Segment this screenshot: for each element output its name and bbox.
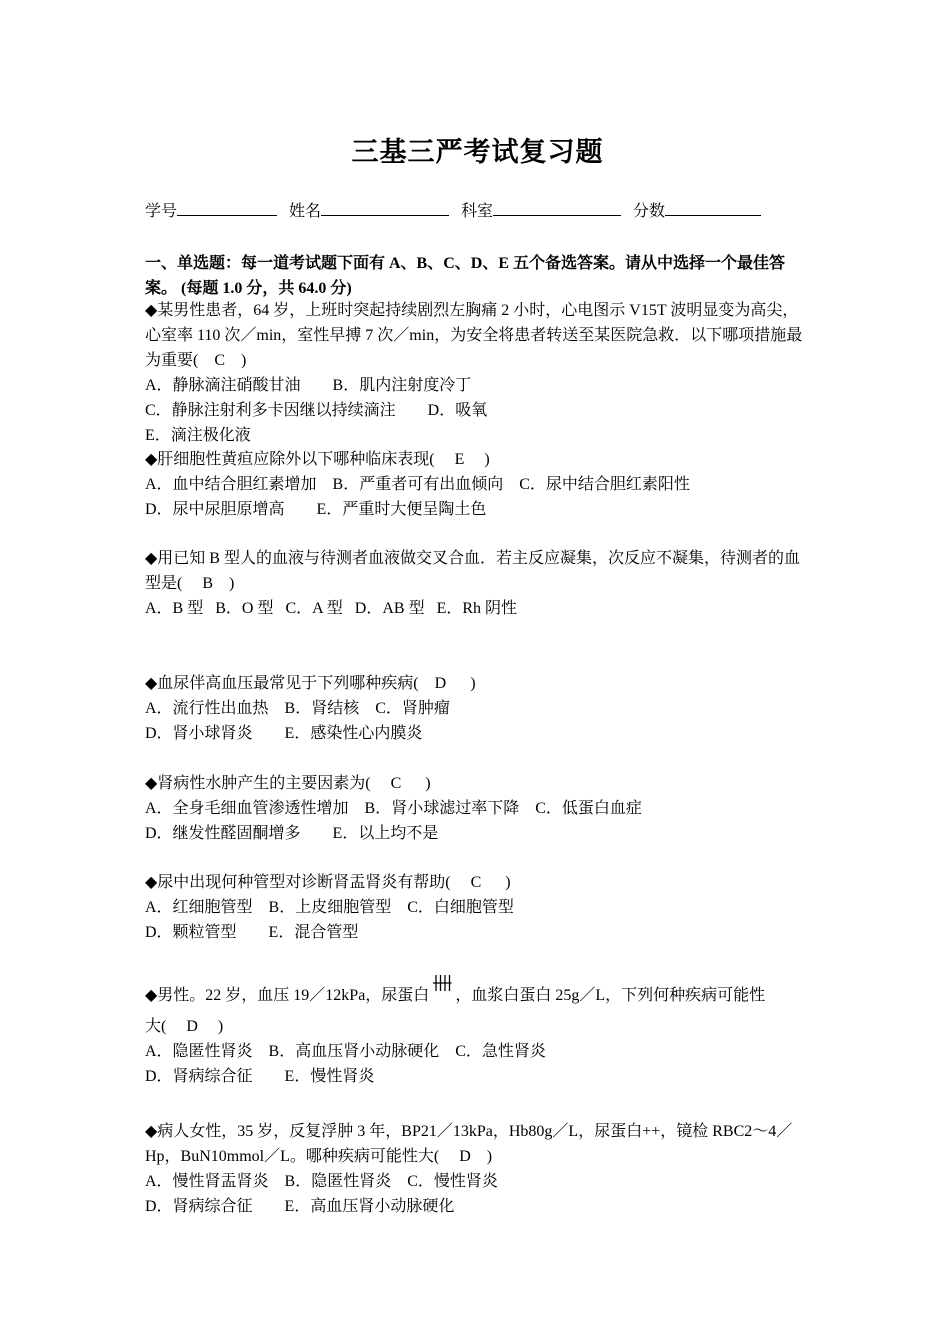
option-line: A．血中结合胆红素增加 B．严重者可有出血倾向 C．尿中结合胆红素阳性 — [145, 476, 690, 493]
option-line: E．滴注极化液 — [145, 427, 251, 444]
section-header: 一、单选题：每一道考试题下面有 A、B、C、D、E 五个备选答案。请从中选择一个最佳答案。 (每题 1.0 分，共 64.0 分) — [145, 255, 786, 297]
question-stem: ◆血尿伴高血压最常见于下列哪种疾病( D ) — [145, 675, 476, 692]
question-6 — [145, 870, 810, 945]
department-blank — [493, 201, 621, 216]
score-blank — [665, 201, 761, 216]
header-fields — [145, 198, 769, 221]
question-2 — [145, 447, 810, 522]
stem-part: ，血浆白蛋白 25g／L，下列何种疾病可能性 — [455, 987, 766, 1004]
option-line: C．静脉注射利多卡因继以持续滴注 D．吸氧 — [145, 402, 488, 419]
student-id-field — [145, 203, 277, 220]
question-8 — [145, 1119, 810, 1219]
option-line: A．红细胞管型 B．上皮细胞管型 C．白细胞管型 — [145, 899, 514, 916]
option-line: A．流行性出血热 B．肾结核 C．肾肿瘤 — [145, 700, 450, 717]
department-field — [461, 203, 621, 220]
name-label: 姓名 — [289, 203, 322, 220]
option-line: D．肾病综合征 E．慢性肾炎 — [145, 1068, 375, 1085]
department-label: 科室 — [461, 203, 494, 220]
question-stem — [145, 970, 810, 1014]
question-stem: ◆病人女性，35 岁，反复浮肿 3 年，BP21／13kPa，Hb80g／L，尿蛋白++，镜检 RBC2～4／Hp，BuN10mmol／L。哪种疾病可能性大( D ) — [145, 1123, 793, 1165]
option-line: D．继发性醛固酮增多 E．以上均不是 — [145, 825, 439, 842]
option-line: A．隐匿性肾炎 B．高血压肾小动脉硬化 C．急性肾炎 — [145, 1043, 546, 1060]
option-line: A．全身毛细血管渗透性增加 B．肾小球滤过率下降 C．低蛋白血症 — [145, 800, 642, 817]
student-id-blank — [177, 201, 277, 216]
page-title: 三基三严考试复习题 — [351, 137, 604, 167]
question-5 — [145, 771, 810, 846]
question-1 — [145, 298, 810, 448]
option-line: A．慢性肾盂肾炎 B．隐匿性肾炎 C．慢性肾炎 — [145, 1173, 498, 1190]
student-id-label: 学号 — [145, 203, 178, 220]
question-7 — [145, 970, 810, 1089]
question-3 — [145, 546, 810, 621]
question-stem: ◆肝细胞性黄疸应除外以下哪种临床表现( E ) — [145, 451, 490, 468]
name-field — [289, 203, 449, 220]
option-line: A．B 型 B．O 型 C．A 型 D．AB 型 E．Rh 阴性 — [145, 600, 518, 617]
option-line: D．肾小球肾炎 E．感染性心内膜炎 — [145, 725, 423, 742]
option-line: D．颗粒管型 E．混合管型 — [145, 924, 359, 941]
stem-part: ◆男性。22 岁，血压 19／12kPa，尿蛋白 — [145, 987, 430, 1004]
protein-four-plus-icon — [432, 970, 452, 1006]
option-line: D．尿中尿胆原增高 E．严重时大便呈陶土色 — [145, 501, 487, 518]
option-line: A．静脉滴注硝酸甘油 B．肌内注射度冷丁 — [145, 377, 472, 394]
question-stem: ◆尿中出现何种管型对诊断肾盂肾炎有帮助( C ) — [145, 874, 511, 891]
score-label: 分数 — [633, 203, 666, 220]
score-field — [633, 203, 761, 220]
question-stem: ◆肾病性水肿产生的主要因素为( C ) — [145, 775, 431, 792]
option-line: D．肾病综合征 E．高血压肾小动脉硬化 — [145, 1198, 455, 1215]
question-stem-continued: 大( D ) — [145, 1018, 224, 1035]
question-stem: ◆用已知 B 型人的血液与待测者血液做交叉合血．若主反应凝集，次反应不凝集，待测者的血型是( B ) — [145, 550, 800, 592]
question-stem: ◆某男性患者，64 岁，上班时突起持续剧烈左胸痛 2 小时，心电图示 V15T 波明显变为高尖，心室率 110 次／min，室性早搏 7 次／min，为安全将患者转送至某医院急救．以下哪项措施最为重要( C ) — [145, 302, 803, 369]
name-blank — [321, 201, 449, 216]
question-4 — [145, 671, 810, 746]
